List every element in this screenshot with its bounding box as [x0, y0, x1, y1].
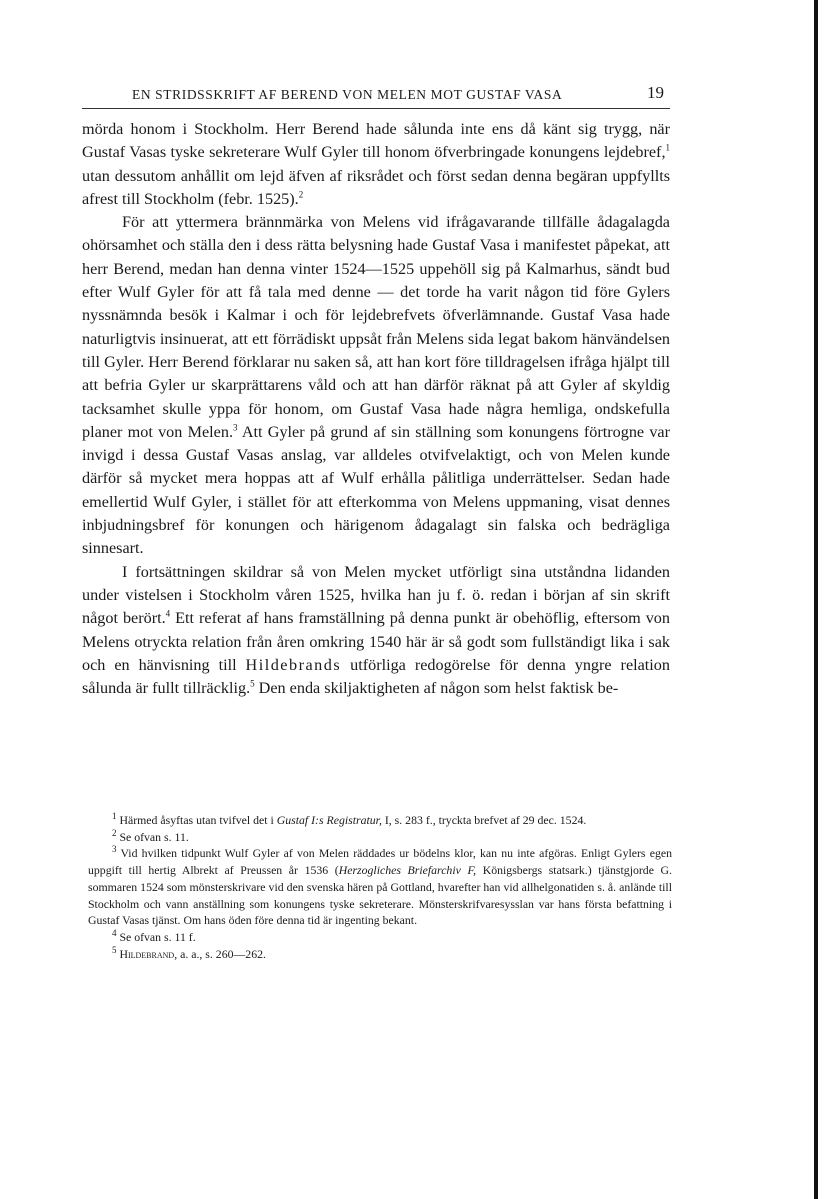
paragraph-2: För att yttermera brännmärka von Melens vid ifrågavarande tillfälle ådagalagda ohörsamhet och ställa den i dess rätta belysning hade Gustaf Vasa i manifestet påpekat, att herr Berend, medan han denna vinter 1524—1525 uppehöll sig på Kalmarhus, sändt bud efter Wulf Gyler för att få tala med denne — det torde ha varit någon tid före Gylers nyssnämnda besök i Kalmar i och för lejdebrefvets öfverlämnande. Gustaf Vasa hade naturligtvis insinuerat, att ett förrädiskt uppsåt från Melens sida legat bakom hänvändelsen till Gyler. Herr Berend förklarar nu saken så, att han kort före tilldragelsen ifråga hjälpt till att befria Gyler ur skarprättarens våld och att han därför räknat på att Gyler af skyldig tacksamhet skulle yppa för honom, om Gustaf Vasa hade några hemliga, ondskefulla planer mot von Melen.$^3$ Att Gyler på grund af sin ställning som konungens förtrogne var invigd i dessa Gustaf Vasas anslag, var alldeles otvifvelaktigt, och von Melen kunde därför så mycket mera hoppas att af Wulf erhålla pålitliga underrättelser. Sedan hade emellertid Wulf Gyler, i stället för att efterkomma von Melens uppmaning, visat dennes inbjudningsbref för konungen och härigenom ådagalagt sin falska och bedrägliga sinnesart. — [82, 213, 671, 558]
paragraph-3: I fortsättningen skildrar så von Melen mycket utförligt sina utståndna lidanden under vistelsen i Stockholm våren 1525, hvilka han ju f. ö. redan i början af sin skrift något berört.$^4$ Ett referat af hans framställning på denna punkt är obehöflig, eftersom von Melens otryckta relation från åren omkring 1540 här är så godt som fullständigt lika i sak och en hänvisning till Hildebrands utförliga redogörelse för denna yngre relation sålunda är fullt tillräcklig.$^5$ Den enda skiljaktigheten af någon som helst faktisk be- — [82, 562, 670, 698]
body-text — [82, 118, 670, 700]
footnote-4: $^4$ Se ofvan s. 11 f. — [112, 928, 196, 944]
page-header — [82, 84, 670, 109]
author-name-hildebrand: Hildebrands — [245, 655, 342, 674]
footnote-1: $^1$ Härmed åsyftas utan tvifvel det i Gustaf I:s Registratur, I, s. 283 f., tryckta brefvet af 29 dec. 1524. — [112, 811, 587, 827]
footnotes — [88, 812, 672, 962]
page-number: 19 — [647, 83, 664, 102]
footnote-ref-1: 1 — [665, 142, 670, 153]
footnote-5: $^5$ Hildebrand, a. a., s. 260—262. — [112, 944, 266, 961]
running-title: EN STRIDSSKRIFT AF BEREND VON MELEN MOT GUSTAF VASA — [132, 87, 563, 102]
footnote-ref-2: 2 — [298, 189, 304, 200]
scan-edge — [814, 0, 818, 1199]
paragraph-1: mörda honom i Stockholm. Herr Berend hade sålunda inte ens då känt sig trygg, när Gustaf Vasas tyske sekreterare Wulf Gyler till honom öfverbringade konungens lejdebref,$^1$ utan dessutom anhållit om lejd äfven af riksrådet och först sedan denna begäran uppfyllts afrest till Stockholm (febr. 1525).$^2$ — [82, 120, 670, 208]
footnote-ref-4: 4 — [165, 608, 171, 619]
footnote-3: $^3$ Vid hvilken tidpunkt Wulf Gyler af von Melen räddades ur bödelns klor, kan nu inte afgöras. Enligt Gylers egen uppgift till hertig Albrekt af Preussen år 1536 (Herzogliches Briefarchiv F, Königsbergs statsark.) tjänstgjorde G. sommaren 1524 som mönsterskrivare vid den svenska hären på Gottland, hvarefter han vid allhelgonatiden s. å. anlände till Stockholm och vann anställning som konungens tyske sekreterare. Mönsterskrifvaresysslan var hans första befattning i Gustaf Vasas tjänst. Om hans öden före denna tid är ingenting bekant. — [88, 844, 673, 928]
footnote-2: $^2$ Se ofvan s. 11. — [112, 827, 189, 844]
footnote-ref-5: 5 — [250, 678, 255, 689]
footnote-ref-3: 3 — [233, 422, 238, 433]
